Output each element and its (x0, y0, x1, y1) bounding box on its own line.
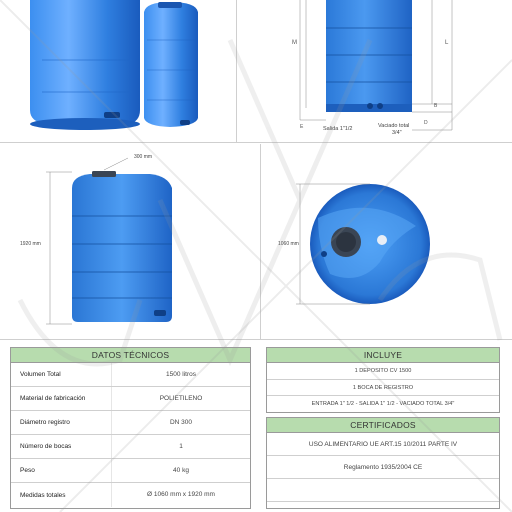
photo-large-tank (30, 0, 140, 130)
table-row (11, 435, 250, 459)
list-item: 1 BOCA DE REGISTRO (267, 380, 499, 397)
height-dim-label: 1920 mm (20, 241, 41, 247)
dim-label-l: L (445, 40, 449, 46)
row-value: 1500 litros (111, 363, 250, 386)
diameter-dim-label: 1060 mm (278, 241, 299, 247)
dim-label-d: D (424, 120, 428, 126)
top-panel (0, 0, 512, 143)
row-label: Material de fabricación (20, 395, 86, 402)
drain-label: Vaciado total (378, 123, 410, 129)
row-value: POLIETILENO (111, 387, 250, 410)
table-row (11, 411, 250, 435)
row-value: Ø 1060 mm x 1920 mm (111, 483, 250, 507)
row-label: Peso (20, 467, 35, 474)
middle-panel (0, 144, 512, 340)
outlet-label: Salida 1"1/2 (323, 126, 353, 132)
table-row (11, 483, 250, 507)
dim-label-m: M (292, 40, 297, 46)
list-item: 1 DEPOSITO CV 1500 (267, 363, 499, 380)
panel-divider (260, 144, 261, 340)
list-item: USO ALIMENTARIO UE ART.15 10/2011 PARTE IV (267, 433, 499, 456)
row-label: Número de bocas (20, 443, 72, 450)
manhole-dim-label: 300 mm (134, 154, 153, 160)
panel-divider (236, 0, 237, 143)
photo-small-tank (144, 2, 198, 127)
side-and-top-drawings (0, 144, 512, 340)
row-label: Diámetro registro (20, 419, 70, 426)
product-photo-and-front-drawing (0, 0, 512, 143)
row-value: 1 (111, 435, 250, 458)
list-item (267, 502, 499, 512)
dim-label-b: B (434, 103, 438, 109)
row-label: Volumen Total (20, 371, 61, 378)
table-row (11, 363, 250, 387)
row-value: 40 kg (111, 459, 250, 482)
table-row (11, 387, 250, 411)
technical-data-table (10, 347, 251, 509)
includes-title: INCLUYE (267, 348, 499, 363)
top-view-technical-drawing (296, 184, 430, 304)
drain-size-label: 3/4" (392, 130, 402, 136)
list-item: ENTRADA 1" 1/2 - SALIDA 1" 1/2 - VACIADO TOTAL 3/4" (311, 401, 455, 407)
list-item: Reglamento 1935/2004 CE (267, 456, 499, 479)
dim-label-e: E (300, 124, 304, 130)
certificates-table (266, 417, 500, 509)
table-row (11, 459, 250, 483)
front-technical-drawing (300, 0, 452, 130)
side-technical-drawing (46, 158, 172, 324)
certificates-title: CERTIFICADOS (267, 418, 499, 433)
includes-table (266, 347, 500, 413)
list-item (267, 479, 499, 502)
row-label: Medidas totales (20, 491, 66, 499)
technical-data-title: DATOS TÉCNICOS (11, 348, 250, 363)
row-value: DN 300 (111, 411, 250, 434)
